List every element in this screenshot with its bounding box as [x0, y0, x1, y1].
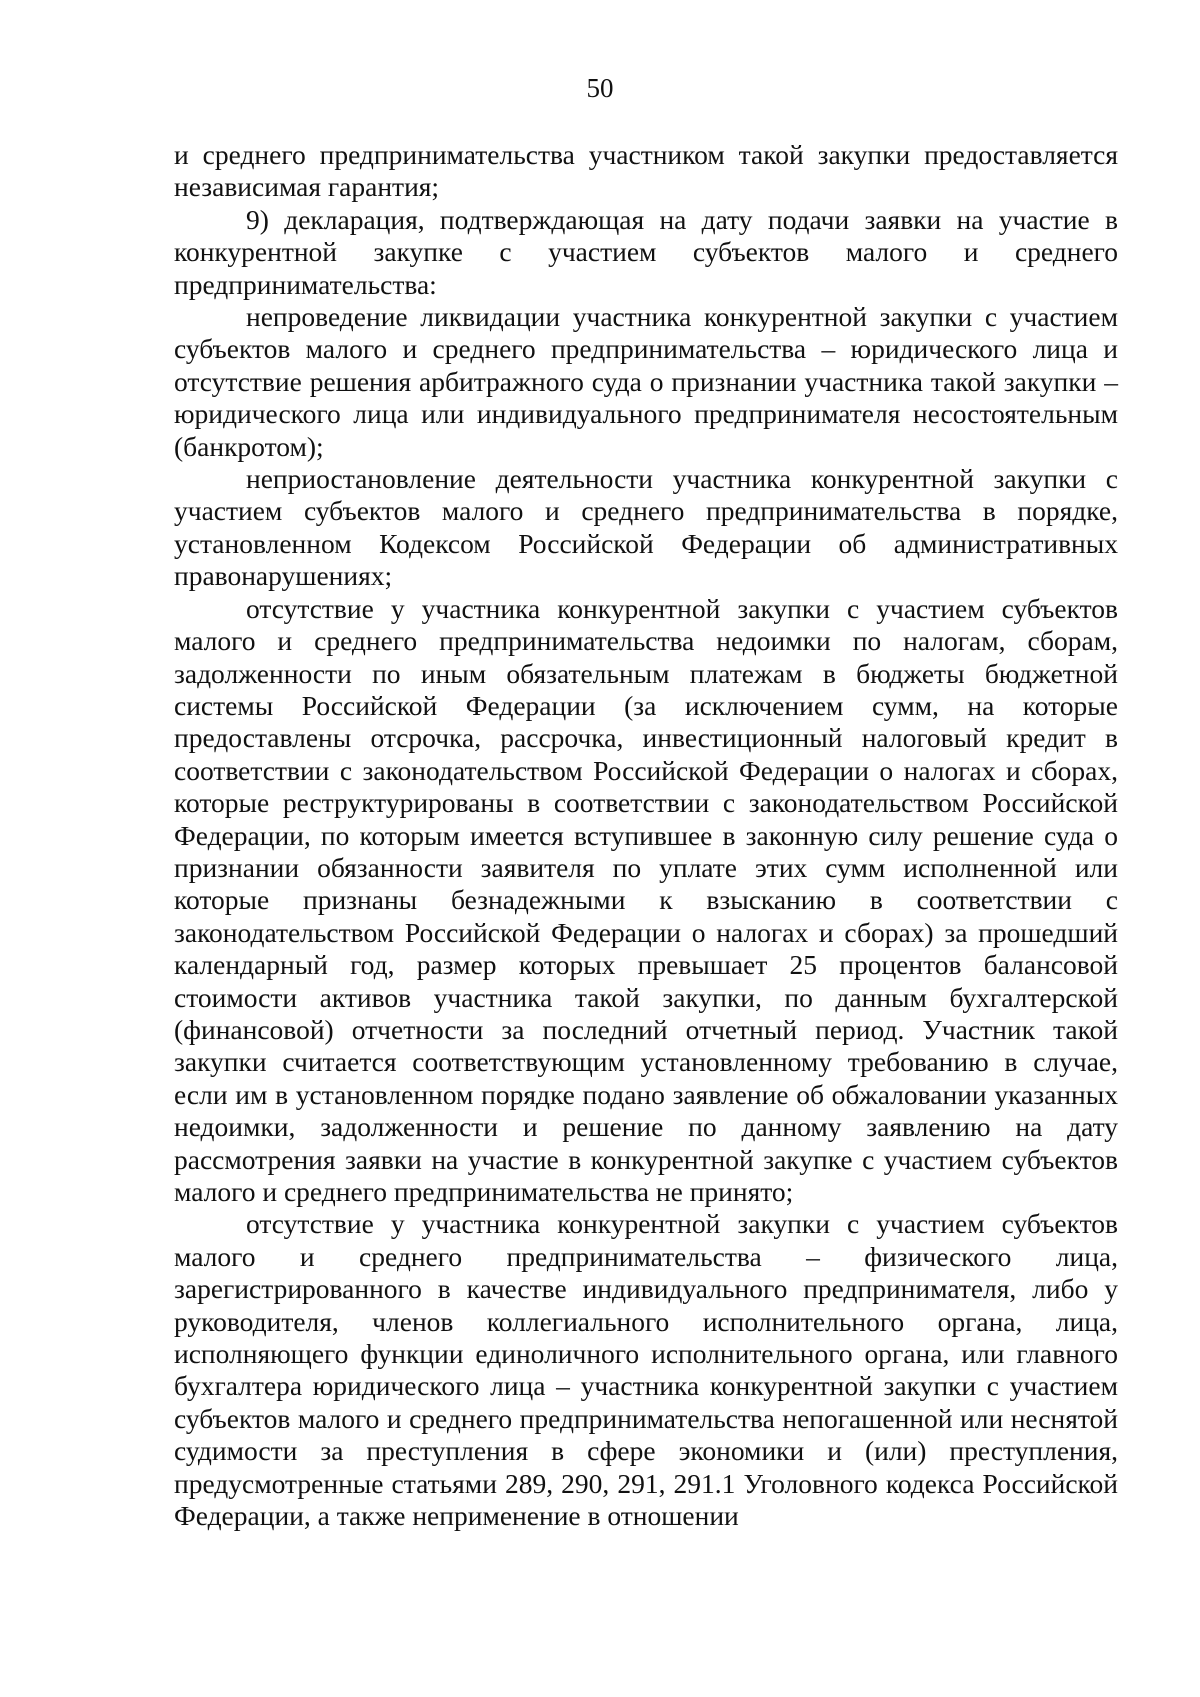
paragraph-no-criminal-record: отсутствие у участника конкурентной закупки с участием субъектов малого и среднего предпринимательства – физического лица, зарегистрированного в качестве индивидуального предпринимателя, либо у руководителя, членов коллегиального исполнительного органа, лица, исполняющего функции единоличного исполнительного органа, или главного бухгалтера юридического лица – участника конкурентной закупки с участием субъектов малого и среднего предпринимательства непогашенной или неснятой судимости за преступления в сфере экономики и (или) преступления, предусмотренные статьями 289, 290, 291, 291.1 Уголовного кодекса Российской Федерации, а также неприменение в отношении: [174, 1208, 1118, 1532]
paragraph-item-9-declaration: 9) декларация, подтверждающая на дату подачи заявки на участие в конкурентной закупке с участием субъектов малого и среднего предпринимательства:: [174, 203, 1118, 300]
document-body: [174, 139, 1118, 1532]
paragraph-no-liquidation: непроведение ликвидации участника конкурентной закупки с участием субъектов малого и среднего предпринимательства – юридического лица и отсутствие решения арбитражного суда о признании участника такой закупки – юридического лица или индивидуального предпринимателя несостоятельным (банкротом);: [174, 301, 1118, 462]
paragraph-continuation: и среднего предпринимательства участником такой закупки предоставляется независимая гарантия;: [174, 139, 1118, 203]
page-number: 50: [586, 73, 614, 103]
paragraph-no-tax-arrears: отсутствие у участника конкурентной закупки с участием субъектов малого и среднего предпринимательства недоимки по налогам, сборам, задолженности по иным обязательным платежам в бюджеты бюджетной системы Российской Федерации (за исключением сумм, на которые предоставлены отсрочка, рассрочка, инвестиционный налоговый кредит в соответствии с законодательством Российской Федерации о налогах и сборах, которые реструктурированы в соответствии с законодательством Российской Федерации, по которым имеется вступившее в законную силу решение суда о признании обязанности заявителя по уплате этих сумм исполненной или которые признаны безнадежными к взысканию в соответствии с законодательством Российской Федерации о налогах и сборах) за прошедший календарный год, размер которых превышает 25 процентов балансовой стоимости активов участника такой закупки, по данным бухгалтерской (финансовой) отчетности за последний отчетный период. Участник такой закупки считается соответствующим установленному требованию в случае, если им в установленном порядке подано заявление об обжаловании указанных недоимки, задолженности и решение по данному заявлению на дату рассмотрения заявки на участие в конкурентной закупке с участием субъектов малого и среднего предпринимательства не принято;: [174, 592, 1118, 1207]
paragraph-no-suspension: неприостановление деятельности участника конкурентной закупки с участием субъектов малого и среднего предпринимательства в порядке, установленном Кодексом Российской Федерации об административных правонарушениях;: [174, 463, 1118, 592]
